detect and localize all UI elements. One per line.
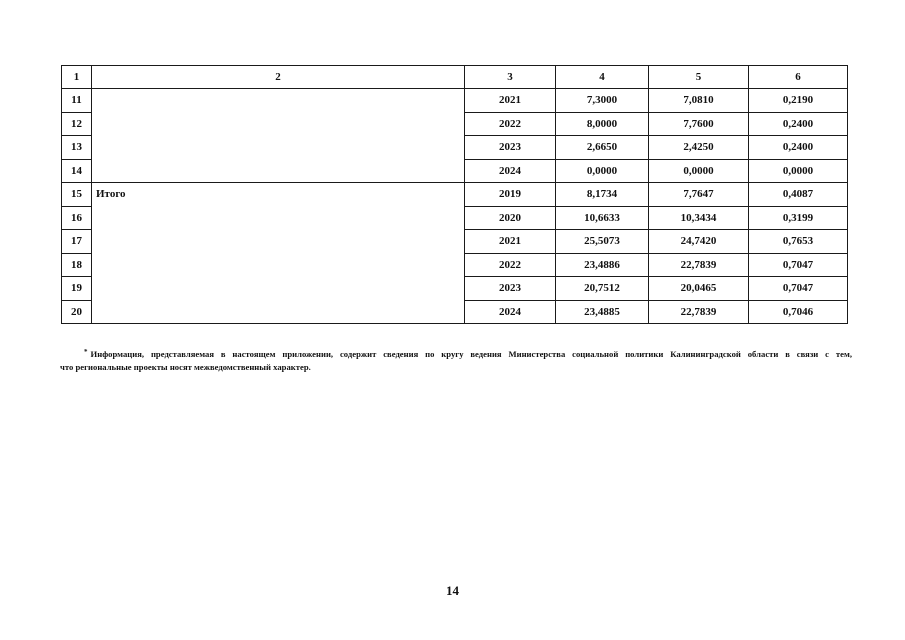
year-cell: 2024 <box>465 300 556 324</box>
value-cell-6: 0,2400 <box>749 112 848 136</box>
value-cell-5: 7,7600 <box>649 112 749 136</box>
value-cell-5: 22,7839 <box>649 300 749 324</box>
group-label-total: Итого <box>92 183 465 324</box>
header-cell-3: 3 <box>465 66 556 89</box>
value-cell-4: 10,6633 <box>556 206 649 230</box>
data-table <box>61 65 848 324</box>
value-cell-6: 0,4087 <box>749 183 848 207</box>
value-cell-4: 23,4885 <box>556 300 649 324</box>
footnote-line-1 <box>60 346 852 361</box>
row-number: 12 <box>62 112 92 136</box>
footnote-line-2: что региональные проекты носят межведомственный характер. <box>60 362 311 372</box>
value-cell-5: 7,0810 <box>649 89 749 113</box>
year-cell: 2022 <box>465 253 556 277</box>
header-cell-1: 1 <box>62 66 92 89</box>
row-number: 20 <box>62 300 92 324</box>
year-cell: 2024 <box>465 159 556 183</box>
row-number: 18 <box>62 253 92 277</box>
footnote-text-1: Информация, представляемая в настоящем приложении, содержит сведения по кругу ведения Министерства социальной политики Калининградской области в связи с тем, <box>90 349 852 359</box>
value-cell-5: 0,0000 <box>649 159 749 183</box>
header-cell-4: 4 <box>556 66 649 89</box>
year-cell: 2021 <box>465 89 556 113</box>
value-cell-5: 7,7647 <box>649 183 749 207</box>
name-cell-empty <box>92 89 465 183</box>
value-cell-6: 0,2190 <box>749 89 848 113</box>
value-cell-4: 2,6650 <box>556 136 649 160</box>
row-number: 17 <box>62 230 92 254</box>
year-cell: 2019 <box>465 183 556 207</box>
row-number: 11 <box>62 89 92 113</box>
row-number: 16 <box>62 206 92 230</box>
value-cell-6: 0,3199 <box>749 206 848 230</box>
value-cell-4: 25,5073 <box>556 230 649 254</box>
value-cell-4: 8,1734 <box>556 183 649 207</box>
page-number: 14 <box>446 583 459 598</box>
year-cell: 2023 <box>465 277 556 301</box>
value-cell-4: 20,7512 <box>556 277 649 301</box>
row-number: 15 <box>62 183 92 207</box>
value-cell-6: 0,7653 <box>749 230 848 254</box>
row-number: 14 <box>62 159 92 183</box>
value-cell-6: 0,2400 <box>749 136 848 160</box>
row-number: 19 <box>62 277 92 301</box>
value-cell-6: 0,7047 <box>749 253 848 277</box>
footnote <box>60 346 852 374</box>
value-cell-5: 22,7839 <box>649 253 749 277</box>
value-cell-5: 2,4250 <box>649 136 749 160</box>
table-header-row <box>62 66 848 89</box>
year-cell: 2023 <box>465 136 556 160</box>
year-cell: 2021 <box>465 230 556 254</box>
table-row <box>62 183 848 207</box>
table-row <box>62 89 848 113</box>
value-cell-4: 8,0000 <box>556 112 649 136</box>
year-cell: 2020 <box>465 206 556 230</box>
value-cell-6: 0,7046 <box>749 300 848 324</box>
header-cell-6: 6 <box>749 66 848 89</box>
header-cell-2: 2 <box>92 66 465 89</box>
value-cell-4: 7,3000 <box>556 89 649 113</box>
row-number: 13 <box>62 136 92 160</box>
value-cell-6: 0,7047 <box>749 277 848 301</box>
value-cell-6: 0,0000 <box>749 159 848 183</box>
value-cell-4: 0,0000 <box>556 159 649 183</box>
year-cell: 2022 <box>465 112 556 136</box>
footnote-marker: * <box>84 348 88 356</box>
value-cell-4: 23,4886 <box>556 253 649 277</box>
header-cell-5: 5 <box>649 66 749 89</box>
value-cell-5: 10,3434 <box>649 206 749 230</box>
value-cell-5: 24,7420 <box>649 230 749 254</box>
value-cell-5: 20,0465 <box>649 277 749 301</box>
